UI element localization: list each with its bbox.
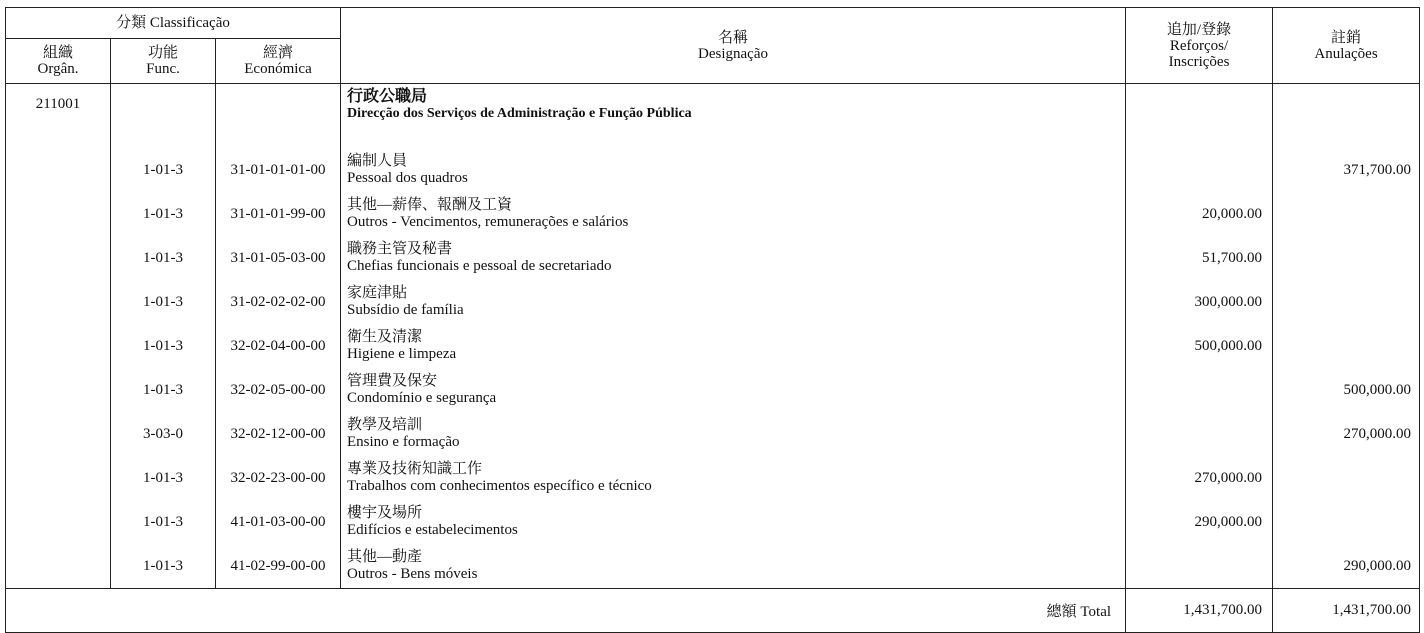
designation-cell	[341, 324, 1126, 368]
designation-cell	[341, 544, 1126, 589]
designation-cell	[341, 192, 1126, 236]
organic-cell	[6, 368, 111, 412]
annulment-amount	[1273, 192, 1420, 236]
economic-code: 31-01-01-99-00	[216, 192, 341, 236]
functional-code: 1-01-3	[111, 544, 216, 589]
total-annulment: 1,431,700.00	[1273, 589, 1420, 633]
functional-code: 1-01-3	[111, 368, 216, 412]
functional-code: 3-03-0	[111, 412, 216, 456]
annulment-amount: 290,000.00	[1273, 544, 1420, 589]
table-row	[6, 236, 1420, 280]
annulments-header	[1273, 8, 1420, 84]
economic-code: 32-02-05-00-00	[216, 368, 341, 412]
functional-zh: 功能	[147, 45, 178, 61]
organic-cell	[6, 500, 111, 544]
budget-table	[5, 7, 1420, 633]
designation-name-zh: 其他—薪俸、報酬及工資	[347, 197, 513, 213]
organic-cell	[6, 456, 111, 500]
functional-code: 1-01-3	[111, 192, 216, 236]
designation-name-zh: 編制人員	[347, 153, 408, 169]
reinforcement-amount: 300,000.00	[1126, 280, 1273, 324]
organic-cell	[6, 280, 111, 324]
table-row	[6, 412, 1420, 456]
designation-name-pt: Condomínio e segurança	[347, 390, 497, 406]
table-row	[6, 456, 1420, 500]
economic-code: 31-01-01-01-00	[216, 148, 341, 192]
functional-code: 1-01-3	[111, 148, 216, 192]
organic-cell	[6, 412, 111, 456]
reinforcement-amount	[1126, 148, 1273, 192]
organic-cell	[6, 544, 111, 589]
table-row	[6, 368, 1420, 412]
annulment-amount: 270,000.00	[1273, 412, 1420, 456]
annulment-amount: 500,000.00	[1273, 368, 1420, 412]
reinforcement-amount	[1126, 368, 1273, 412]
designation-cell	[341, 500, 1126, 544]
functional-header	[111, 39, 216, 84]
designation-name-pt: Subsídio de família	[347, 302, 464, 318]
reinforcement-amount: 290,000.00	[1126, 500, 1273, 544]
reinforcements-pt-line2: Inscrições	[1168, 53, 1230, 70]
designation-name-pt: Higiene e limpeza	[347, 346, 457, 362]
designation-name-zh: 樓宇及場所	[347, 505, 423, 521]
designation-name-zh: 管理費及保安	[347, 373, 438, 389]
designation-cell	[341, 280, 1126, 324]
organic-cell	[6, 192, 111, 236]
total-row	[6, 589, 1420, 633]
organic-cell	[6, 236, 111, 280]
organic-cell	[6, 148, 111, 192]
reinforcements-pt-line1: Reforços/	[1169, 37, 1229, 54]
designation-cell	[341, 368, 1126, 412]
designation-name-zh: 職務主管及秘書	[347, 241, 453, 257]
organism-row	[6, 84, 1420, 149]
functional-code: 1-01-3	[111, 456, 216, 500]
organic-zh: 組織	[42, 45, 73, 61]
designation-cell	[341, 456, 1126, 500]
economic-code: 32-02-23-00-00	[216, 456, 341, 500]
organism-name-pt: Direcção dos Serviços de Administração e Função Pública	[347, 106, 692, 121]
reinforcement-amount: 500,000.00	[1126, 324, 1273, 368]
total-label: 總額 Total	[6, 589, 1126, 633]
reinforcement-amount	[1126, 544, 1273, 589]
functional-code: 1-01-3	[111, 500, 216, 544]
annulment-amount	[1273, 500, 1420, 544]
economic-code: 31-01-05-03-00	[216, 236, 341, 280]
designation-header	[341, 8, 1126, 84]
reinforcement-amount: 270,000.00	[1126, 456, 1273, 500]
annulments-pt: Anulações	[1314, 45, 1378, 62]
organism-name	[341, 84, 1126, 149]
designation-zh: 名稱	[718, 29, 749, 46]
functional-code: 1-01-3	[111, 236, 216, 280]
economic-code: 32-02-12-00-00	[216, 412, 341, 456]
designation-name-pt: Edifícios e estabelecimentos	[347, 522, 518, 538]
reinforcement-amount: 20,000.00	[1126, 192, 1273, 236]
functional-pt: Func.	[146, 61, 180, 77]
table-row	[6, 500, 1420, 544]
annulments-zh: 註銷	[1331, 29, 1362, 46]
organism-name-zh: 行政公職局	[347, 88, 428, 105]
organic-header	[6, 39, 111, 84]
reinforcements-zh: 追加/登錄	[1166, 21, 1232, 38]
annulment-amount	[1273, 324, 1420, 368]
economic-pt: Económica	[244, 61, 312, 77]
economic-zh: 經濟	[263, 45, 294, 61]
designation-name-pt: Outros - Vencimentos, remunerações e salários	[347, 214, 629, 230]
functional-code: 1-01-3	[111, 324, 216, 368]
organic-pt: Orgân.	[37, 61, 79, 77]
designation-cell	[341, 236, 1126, 280]
economic-code: 31-02-02-02-00	[216, 280, 341, 324]
table-row	[6, 280, 1420, 324]
designation-pt: Designação	[698, 45, 768, 62]
designation-cell	[341, 412, 1126, 456]
table-row	[6, 148, 1420, 192]
classification-label: 分類 Classificação	[116, 15, 230, 31]
annulment-amount: 371,700.00	[1273, 148, 1420, 192]
total-reinforcement: 1,431,700.00	[1126, 589, 1273, 633]
economic-header	[216, 39, 341, 84]
designation-name-zh: 衛生及清潔	[347, 329, 423, 345]
designation-name-zh: 專業及技術知識工作	[347, 461, 483, 477]
designation-name-zh: 教學及培訓	[347, 417, 423, 433]
designation-name-zh: 家庭津貼	[347, 285, 408, 301]
designation-cell	[341, 148, 1126, 192]
table-row	[6, 192, 1420, 236]
annulment-amount	[1273, 280, 1420, 324]
reinforcements-header	[1126, 8, 1273, 84]
annulment-amount	[1273, 236, 1420, 280]
budget-document	[5, 7, 1420, 633]
table-row	[6, 324, 1420, 368]
designation-name-zh: 其他—動產	[347, 549, 423, 565]
designation-name-pt: Trabalhos com conhecimentos específico e técnico	[347, 478, 652, 494]
table-row	[6, 544, 1420, 589]
designation-name-pt: Outros - Bens móveis	[347, 566, 478, 582]
economic-code: 41-02-99-00-00	[216, 544, 341, 589]
economic-code: 41-01-03-00-00	[216, 500, 341, 544]
economic-code: 32-02-04-00-00	[216, 324, 341, 368]
organic-cell	[6, 324, 111, 368]
reinforcement-amount	[1126, 412, 1273, 456]
functional-code: 1-01-3	[111, 280, 216, 324]
designation-name-pt: Pessoal dos quadros	[347, 170, 468, 186]
annulment-amount	[1273, 456, 1420, 500]
reinforcement-amount: 51,700.00	[1126, 236, 1273, 280]
designation-name-pt: Chefias funcionais e pessoal de secretariado	[347, 258, 612, 274]
organism-code: 211001	[6, 84, 111, 149]
classification-header	[6, 8, 341, 39]
designation-name-pt: Ensino e formação	[347, 434, 460, 450]
